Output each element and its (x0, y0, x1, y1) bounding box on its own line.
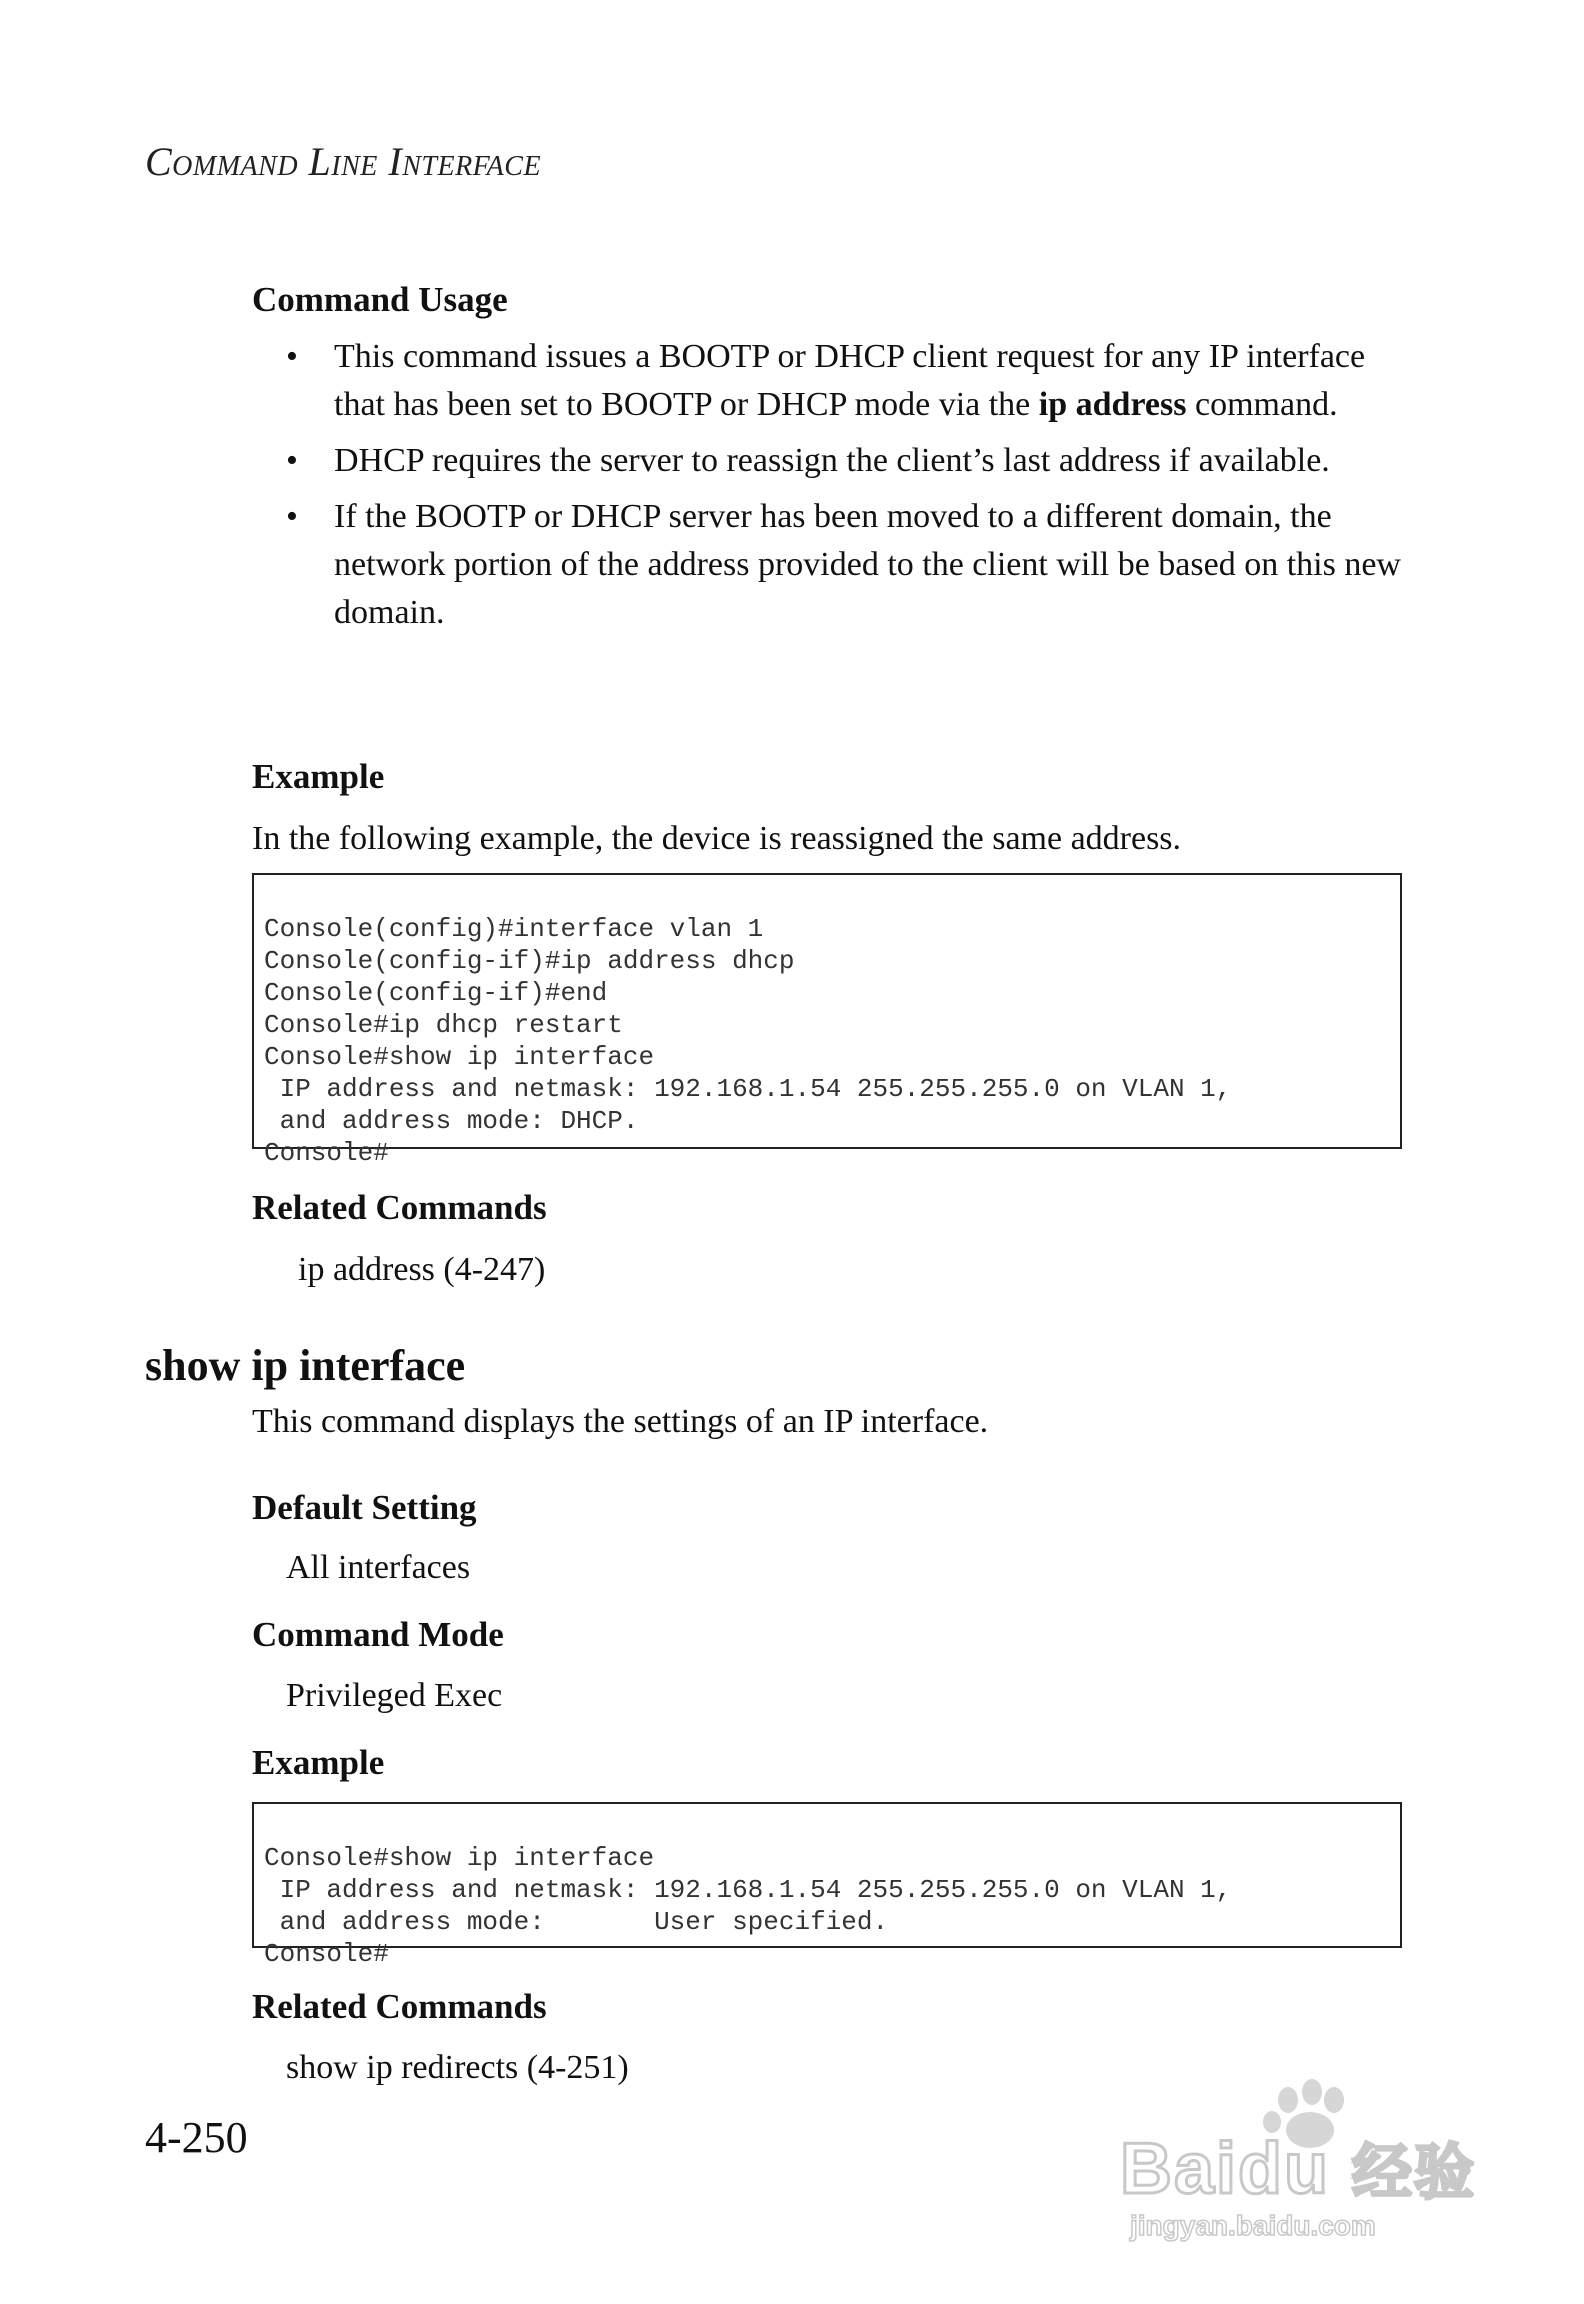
bullet-text: If the BOOTP or DHCP server has been moved to a different domain, the network portion of the address provided to the client will be based on this new domain. (334, 498, 1401, 631)
page-number: 4-250 (145, 2113, 248, 2162)
command-mode-heading: Command Mode (252, 1615, 504, 1654)
default-setting-heading: Default Setting (252, 1488, 477, 1527)
example-code-block (252, 873, 1402, 1168)
code-line: IP address and netmask: 192.168.1.54 255.255.255.0 on VLAN 1, (264, 1875, 1232, 1905)
code-line: Console(config-if)#end (264, 978, 608, 1008)
baidu-watermark (1120, 2070, 1500, 2240)
command-description: This command displays the settings of an IP interface. (252, 1403, 989, 1440)
command-mode-value: Privileged Exec (286, 1677, 503, 1714)
usage-bullet-1 (252, 333, 1412, 429)
usage-bullet-list (252, 333, 1412, 645)
code-line: and address mode: User specified. (264, 1907, 889, 1937)
code-line: and address mode: DHCP. (264, 1106, 639, 1136)
bullet-text-end: command. (1186, 386, 1338, 423)
bullet-text: This command issues a BOOTP or DHCP client request for any IP interface that has been set to BOOTP or DHCP mode via the (334, 338, 1366, 423)
watermark-cn: 经验 (1352, 2139, 1477, 2206)
watermark-url: jingyan.baidu.com (1130, 2210, 1376, 2241)
bullet-dot-icon: • (286, 498, 298, 535)
related-commands-heading: Related Commands (252, 1188, 547, 1227)
code-line: Console#show ip interface (264, 1843, 655, 1873)
bullet-dot-icon: • (286, 338, 298, 375)
command-title: show ip interface (145, 1341, 466, 1390)
related-command-link: ip address (4-247) (298, 1251, 546, 1288)
watermark-brand: Bai (1120, 2129, 1239, 2209)
code-line: Console(config)#interface vlan 1 (264, 914, 764, 944)
code-line: Console(config-if)#ip address dhcp (264, 946, 795, 976)
code-line: Console# (264, 1138, 389, 1168)
default-setting-value: All interfaces (286, 1549, 471, 1586)
bullet-dot-icon: • (286, 442, 298, 479)
code-line: IP address and netmask: 192.168.1.54 255.255.255.0 on VLAN 1, (264, 1074, 1232, 1104)
example-code-block-2 (252, 1802, 1402, 1969)
example-heading-2: Example (252, 1743, 385, 1782)
usage-bullet-3 (252, 493, 1412, 637)
code-line: Console# (264, 1939, 389, 1969)
example-heading: Example (252, 757, 385, 796)
usage-bullet-2 (252, 437, 1412, 485)
command-usage-heading: Command Usage (252, 280, 508, 319)
related-commands-heading-2: Related Commands (252, 1987, 547, 2026)
watermark-brand-2: du (1238, 2129, 1331, 2209)
bullet-text: DHCP requires the server to reassign the client’s last address if available. (334, 442, 1330, 479)
code-line: Console#ip dhcp restart (264, 1010, 623, 1040)
example-description: In the following example, the device is reassigned the same address. (252, 820, 1182, 857)
related-command-link-2: show ip redirects (4-251) (286, 2049, 629, 2086)
running-head: Command Line Interface (145, 139, 542, 184)
bullet-bold-command: ip address (1038, 386, 1187, 423)
code-line: Console#show ip interface (264, 1042, 655, 1072)
